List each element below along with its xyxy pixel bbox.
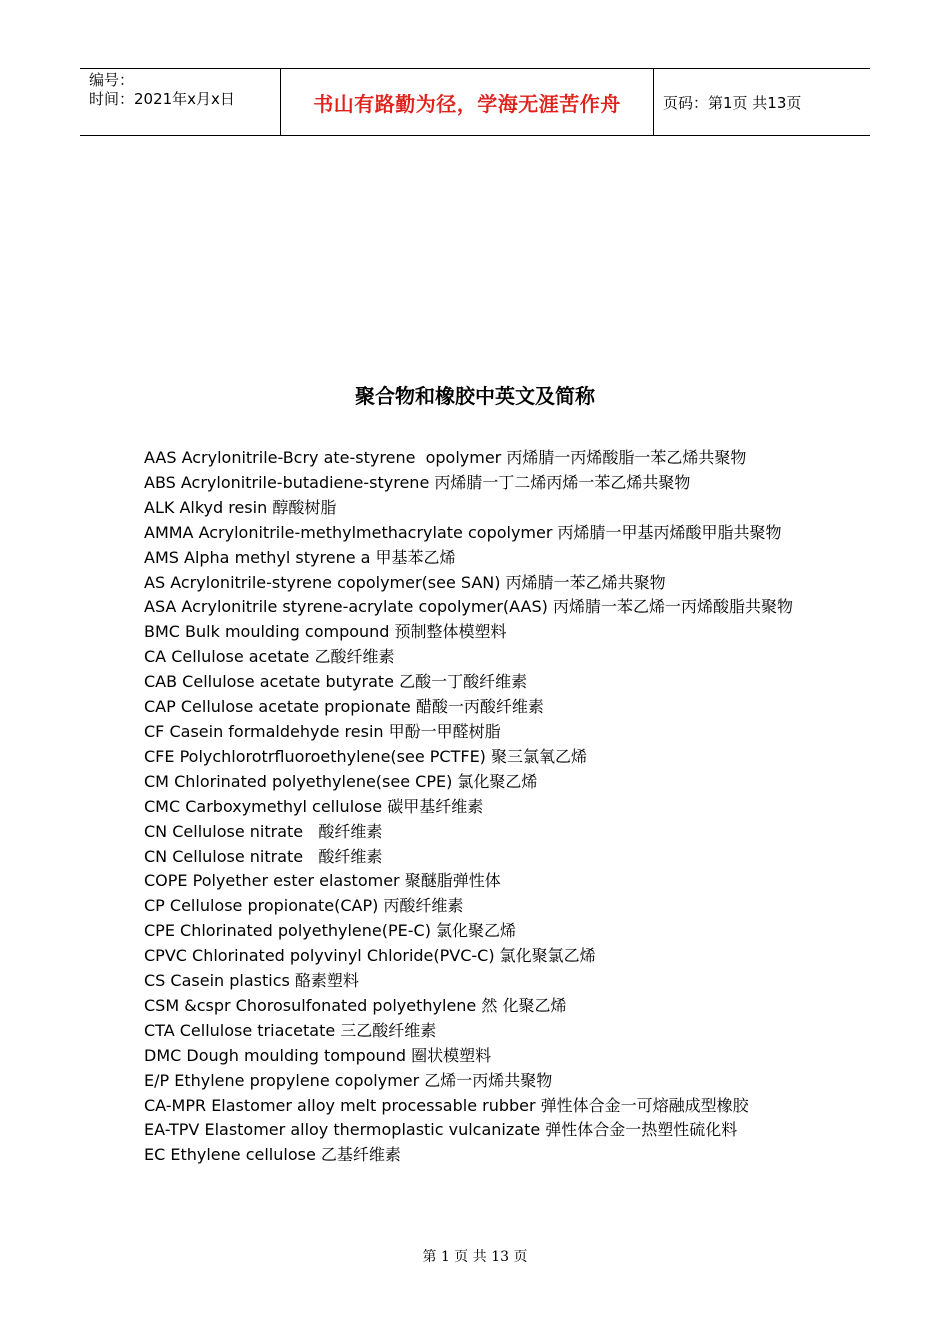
page-footer: 第 1 页 共 13 页 [422, 1249, 528, 1265]
glossary-entry: CPE Chlorinated polyethylene(PE-C) 氯化聚乙烯 [144, 921, 517, 941]
document-title: 聚合物和橡胶中英文及简称 [355, 384, 595, 408]
glossary-list [144, 446, 808, 1168]
header-page-info: 页码：第1页 共13页 [663, 93, 802, 112]
glossary-entry: CS Casein plastics 酪素塑料 [144, 971, 359, 991]
header-motto-cell [281, 69, 654, 135]
glossary-entry: CAP Cellulose acetate propionate 醋酸一丙酸纤维素 [144, 697, 544, 717]
glossary-entry: CM Chlorinated polyethylene(see CPE) 氯化聚乙烯 [144, 771, 538, 791]
glossary-entry: CN Cellulose nitrate 酸纤维素 [144, 821, 383, 841]
time-label: 时间：2021年x月x日 [89, 90, 235, 108]
glossary-entry: BMC Bulk moulding compound 预制整体模塑料 [144, 622, 507, 642]
serial-label: 编号： [89, 71, 135, 89]
page-header [80, 68, 870, 136]
glossary-entry: DMC Dough moulding tompound 圈状模塑料 [144, 1045, 492, 1065]
glossary-entry: CAB Cellulose acetate butyrate 乙酸一丁酸纤维素 [144, 672, 528, 692]
glossary-entry: CFE Polychlorotrfluoroethylene(see PCTFE) 聚三氯氧乙烯 [144, 746, 588, 766]
glossary-entry: AMMA Acrylonitrile-methylmethacrylate copolymer 丙烯腈一甲基丙烯酸甲脂共聚物 [144, 522, 782, 542]
glossary-entry: CN Cellulose nitrate 酸纤维素 [144, 846, 383, 866]
glossary-entry: CPVC Chlorinated polyvinyl Chloride(PVC-C) 氯化聚氯乙烯 [144, 946, 596, 966]
glossary-entry: AS Acrylonitrile-styrene copolymer(see SAN) 丙烯腈一苯乙烯共聚物 [144, 572, 666, 592]
glossary-entry: COPE Polyether ester elastomer 聚醚脂弹性体 [144, 871, 501, 891]
header-motto: 书山有路勤为径，学海无涯苦作舟 [313, 91, 621, 116]
glossary-entry: AAS Acrylonitrile-Bcry ate-styrene opolymer 丙烯腈一丙烯酸脂一苯乙烯共聚物 [144, 448, 747, 467]
glossary-entry: CA Cellulose acetate 乙酸纤维素 [144, 647, 395, 667]
glossary-entry: CMC Carboxymethyl cellulose 碳甲基纤维素 [144, 796, 484, 816]
glossary-entry: AMS Alpha methyl styrene a 甲基苯乙烯 [144, 547, 456, 567]
glossary-entry: EA-TPV Elastomer alloy thermoplastic vulcanizate 弹性体合金一热塑性硫化料 [144, 1120, 738, 1140]
glossary-entry: E/P Ethylene propylene copolymer 乙烯一丙烯共聚物 [144, 1070, 553, 1090]
glossary-entry: CP Cellulose propionate(CAP) 丙酸纤维素 [144, 896, 464, 916]
glossary-entry: CF Casein formaldehyde resin 甲酚一甲醛树脂 [144, 721, 501, 741]
glossary-entry: CA-MPR Elastomer alloy melt processable rubber 弹性体合金一可熔融成型橡胶 [144, 1095, 749, 1115]
glossary-entry: EC Ethylene cellulose 乙基纤维素 [144, 1145, 401, 1165]
glossary-entry: ALK Alkyd resin 醇酸树脂 [144, 497, 337, 517]
glossary-entry: ASA Acrylonitrile styrene-acrylate copolymer(AAS) 丙烯腈一苯乙烯一丙烯酸脂共聚物 [144, 597, 793, 617]
header-meta [80, 69, 281, 135]
glossary-entry: CTA Cellulose triacetate 三乙酸纤维素 [144, 1020, 437, 1040]
glossary-entry: CSM &cspr Chorosulfonated polyethylene 然 化聚乙烯 [144, 995, 567, 1015]
glossary-entry: ABS Acrylonitrile-butadiene-styrene 丙烯腈一丁二烯丙烯一苯乙烯共聚物 [144, 472, 691, 492]
